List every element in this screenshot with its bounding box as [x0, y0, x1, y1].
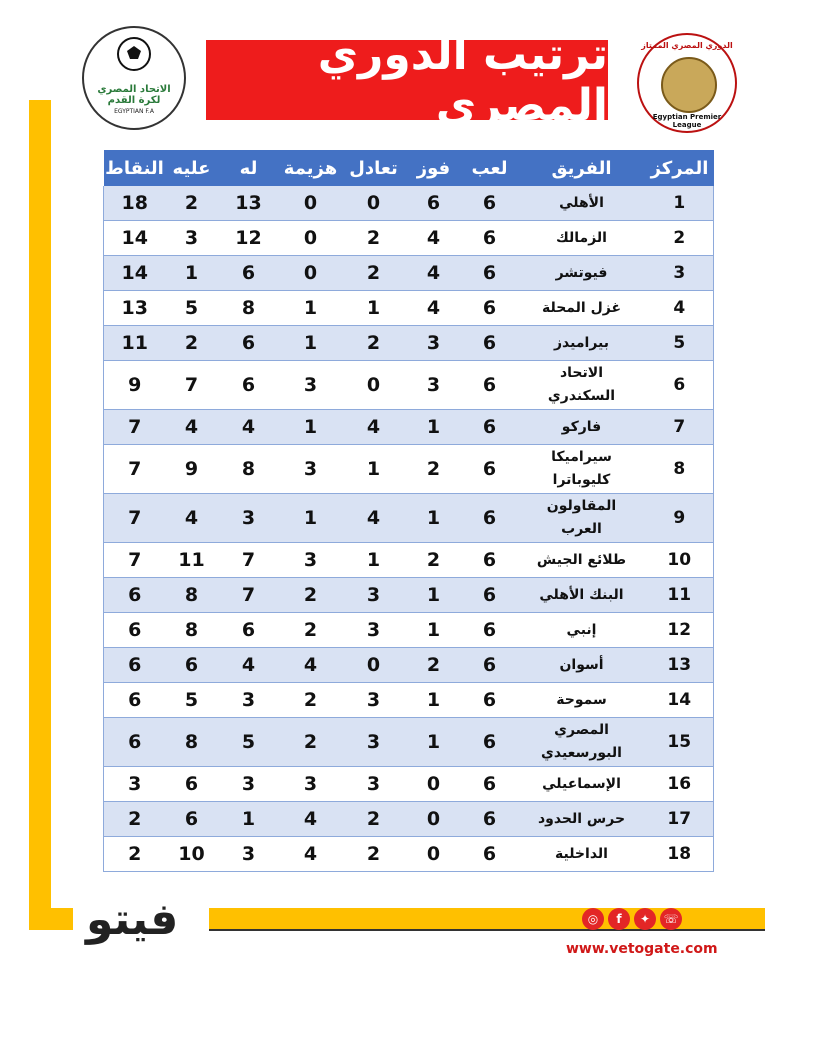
stat-cell-d: 2 — [342, 256, 406, 291]
stat-cell-ga: 6 — [166, 648, 218, 683]
stat-cell-p: 6 — [462, 361, 518, 410]
stat-cell-l: 2 — [280, 683, 342, 718]
stat-cell-ga: 8 — [166, 718, 218, 767]
team-name-line: فيوتشر — [555, 264, 608, 281]
stat-cell-d: 3 — [342, 578, 406, 613]
stat-cell-p: 6 — [462, 256, 518, 291]
whatsapp-icon[interactable]: ☏ — [660, 908, 682, 930]
stat-cell-l: 2 — [280, 578, 342, 613]
social-links — [582, 908, 682, 930]
table-row — [104, 613, 714, 648]
team-name-cell — [518, 186, 646, 221]
stat-cell-d: 2 — [342, 837, 406, 872]
position-cell: 17 — [646, 802, 714, 837]
team-name-line: السكندري — [547, 388, 616, 404]
team-name-line: الأهلي — [559, 194, 604, 211]
team-name-line: المصري — [554, 722, 609, 738]
stat-cell-d: 4 — [342, 410, 406, 445]
stat-cell-gf: 6 — [218, 326, 280, 361]
team-name-line: الزمالك — [556, 229, 607, 246]
stat-cell-ga: 8 — [166, 613, 218, 648]
team-name-line: كليوباترا — [552, 472, 611, 488]
team-name-cell — [518, 648, 646, 683]
stat-cell-d: 3 — [342, 767, 406, 802]
website-link[interactable]: www.vetogate.com — [566, 941, 718, 957]
stat-cell-l: 0 — [280, 256, 342, 291]
stat-cell-w: 1 — [406, 494, 462, 543]
stat-cell-p: 6 — [462, 445, 518, 494]
position-cell: 3 — [646, 256, 714, 291]
column-header: المركز — [646, 150, 714, 186]
stat-cell-ga: 10 — [166, 837, 218, 872]
stat-cell-gf: 6 — [218, 361, 280, 410]
column-header: النقاط — [104, 150, 166, 186]
stat-cell-w: 3 — [406, 326, 462, 361]
table-row — [104, 578, 714, 613]
position-cell: 16 — [646, 767, 714, 802]
team-name-line: الإسماعيلي — [542, 775, 621, 792]
vetogate-logo: فيتو — [86, 894, 179, 945]
stat-cell-gf: 1 — [218, 802, 280, 837]
stat-cell-p: 6 — [462, 186, 518, 221]
football-icon — [116, 36, 152, 72]
stat-cell-gf: 12 — [218, 221, 280, 256]
standings-table — [103, 150, 714, 872]
stat-cell-pts: 6 — [104, 683, 166, 718]
stat-cell-gf: 3 — [218, 767, 280, 802]
stat-cell-w: 1 — [406, 578, 462, 613]
position-cell: 14 — [646, 683, 714, 718]
stat-cell-w: 1 — [406, 718, 462, 767]
team-name-cell — [518, 718, 646, 767]
column-header: عليه — [166, 150, 218, 186]
table-header-row — [104, 150, 714, 186]
stat-cell-d: 2 — [342, 802, 406, 837]
stat-cell-d: 4 — [342, 494, 406, 543]
table-row — [104, 837, 714, 872]
stat-cell-p: 6 — [462, 578, 518, 613]
table-row — [104, 802, 714, 837]
stat-cell-l: 1 — [280, 291, 342, 326]
stat-cell-l: 1 — [280, 326, 342, 361]
column-header: فوز — [406, 150, 462, 186]
stat-cell-w: 4 — [406, 291, 462, 326]
team-name-cell — [518, 361, 646, 410]
position-cell: 2 — [646, 221, 714, 256]
stat-cell-gf: 5 — [218, 718, 280, 767]
stat-cell-pts: 6 — [104, 578, 166, 613]
frame-bottom-left-bar — [29, 908, 73, 930]
stat-cell-l: 0 — [280, 221, 342, 256]
team-name-line: سيراميكا — [551, 449, 612, 465]
position-cell: 12 — [646, 613, 714, 648]
stat-cell-ga: 2 — [166, 186, 218, 221]
stat-cell-l: 3 — [280, 767, 342, 802]
team-name-line: إنبي — [566, 621, 597, 638]
stat-cell-l: 3 — [280, 361, 342, 410]
stat-cell-ga: 7 — [166, 361, 218, 410]
stat-cell-ga: 2 — [166, 326, 218, 361]
team-name-line: الاتحاد — [559, 365, 603, 381]
team-name-line: فاركو — [561, 418, 602, 435]
stat-cell-l: 4 — [280, 802, 342, 837]
stat-cell-p: 6 — [462, 410, 518, 445]
stat-cell-ga: 9 — [166, 445, 218, 494]
instagram-icon[interactable]: ◎ — [582, 908, 604, 930]
table-row — [104, 291, 714, 326]
stat-cell-gf: 6 — [218, 256, 280, 291]
stat-cell-w: 4 — [406, 256, 462, 291]
table-row — [104, 445, 714, 494]
stat-cell-pts: 7 — [104, 445, 166, 494]
stat-cell-gf: 7 — [218, 578, 280, 613]
twitter-icon[interactable]: ✦ — [634, 908, 656, 930]
stat-cell-gf: 13 — [218, 186, 280, 221]
egyptian-fa-logo — [82, 26, 186, 130]
stat-cell-gf: 4 — [218, 648, 280, 683]
stat-cell-p: 6 — [462, 494, 518, 543]
team-name-cell — [518, 683, 646, 718]
stat-cell-l: 3 — [280, 543, 342, 578]
table-row — [104, 543, 714, 578]
team-name-line: المقاولون — [546, 498, 617, 514]
team-name-cell — [518, 837, 646, 872]
stat-cell-p: 6 — [462, 543, 518, 578]
position-cell: 6 — [646, 361, 714, 410]
stat-cell-ga: 5 — [166, 291, 218, 326]
table-row — [104, 494, 714, 543]
stat-cell-ga: 6 — [166, 802, 218, 837]
stat-cell-p: 6 — [462, 221, 518, 256]
team-name-cell — [518, 291, 646, 326]
team-name-cell — [518, 326, 646, 361]
stat-cell-l: 2 — [280, 718, 342, 767]
stat-cell-p: 6 — [462, 718, 518, 767]
stat-cell-pts: 9 — [104, 361, 166, 410]
stat-cell-gf: 8 — [218, 445, 280, 494]
stat-cell-d: 1 — [342, 445, 406, 494]
stat-cell-pts: 6 — [104, 718, 166, 767]
team-name-cell — [518, 445, 646, 494]
table-row — [104, 648, 714, 683]
team-name-cell — [518, 578, 646, 613]
stat-cell-w: 0 — [406, 837, 462, 872]
stat-cell-ga: 5 — [166, 683, 218, 718]
team-name-cell — [518, 802, 646, 837]
position-cell: 4 — [646, 291, 714, 326]
table-row — [104, 767, 714, 802]
column-header: الفريق — [518, 150, 646, 186]
stat-cell-d: 0 — [342, 648, 406, 683]
team-name-cell — [518, 410, 646, 445]
stat-cell-w: 1 — [406, 410, 462, 445]
stat-cell-d: 3 — [342, 613, 406, 648]
position-cell: 9 — [646, 494, 714, 543]
position-cell: 7 — [646, 410, 714, 445]
stat-cell-p: 6 — [462, 648, 518, 683]
stat-cell-w: 2 — [406, 445, 462, 494]
stat-cell-ga: 1 — [166, 256, 218, 291]
fa-logo-line2: لكرة القدم — [107, 95, 161, 106]
table-row — [104, 718, 714, 767]
page-title: ترتيب الدوري المصري — [317, 29, 608, 131]
table-row — [104, 410, 714, 445]
stat-cell-d: 2 — [342, 326, 406, 361]
stat-cell-pts: 13 — [104, 291, 166, 326]
title-banner — [206, 29, 608, 131]
stat-cell-gf: 4 — [218, 410, 280, 445]
team-name-cell — [518, 256, 646, 291]
team-name-line: البنك الأهلي — [539, 586, 624, 603]
stat-cell-pts: 18 — [104, 186, 166, 221]
stat-cell-d: 3 — [342, 683, 406, 718]
stat-cell-pts: 2 — [104, 802, 166, 837]
stat-cell-gf: 3 — [218, 683, 280, 718]
team-name-cell — [518, 613, 646, 648]
team-name-line: غزل المحلة — [541, 299, 622, 316]
team-name-line: طلائع الجيش — [536, 551, 627, 568]
stat-cell-l: 4 — [280, 648, 342, 683]
stat-cell-pts: 14 — [104, 256, 166, 291]
premier-league-logo — [637, 33, 737, 133]
stat-cell-w: 0 — [406, 802, 462, 837]
stat-cell-w: 2 — [406, 648, 462, 683]
stat-cell-pts: 7 — [104, 494, 166, 543]
stat-cell-pts: 2 — [104, 837, 166, 872]
column-header: لعب — [462, 150, 518, 186]
stat-cell-p: 6 — [462, 613, 518, 648]
stat-cell-ga: 4 — [166, 410, 218, 445]
stat-cell-w: 1 — [406, 613, 462, 648]
team-name-line: الداخلية — [555, 845, 608, 862]
position-cell: 11 — [646, 578, 714, 613]
team-name-line: بيراميدز — [553, 334, 609, 351]
stat-cell-ga: 8 — [166, 578, 218, 613]
stat-cell-p: 6 — [462, 683, 518, 718]
stat-cell-ga: 6 — [166, 767, 218, 802]
stat-cell-pts: 11 — [104, 326, 166, 361]
stat-cell-w: 3 — [406, 361, 462, 410]
table-row — [104, 221, 714, 256]
stat-cell-l: 1 — [280, 494, 342, 543]
stat-cell-ga: 3 — [166, 221, 218, 256]
stat-cell-gf: 3 — [218, 494, 280, 543]
stat-cell-p: 6 — [462, 802, 518, 837]
stat-cell-pts: 7 — [104, 543, 166, 578]
column-header: تعادل — [342, 150, 406, 186]
table-row — [104, 361, 714, 410]
stat-cell-gf: 7 — [218, 543, 280, 578]
team-name-cell — [518, 221, 646, 256]
team-name-line: البورسعيدي — [541, 745, 622, 761]
stat-cell-pts: 3 — [104, 767, 166, 802]
stat-cell-w: 1 — [406, 683, 462, 718]
stat-cell-d: 3 — [342, 718, 406, 767]
stat-cell-l: 0 — [280, 186, 342, 221]
column-header: هزيمة — [280, 150, 342, 186]
trophy-icon — [661, 57, 717, 113]
stat-cell-p: 6 — [462, 767, 518, 802]
team-name-line: سموحة — [556, 691, 607, 708]
team-name-cell — [518, 767, 646, 802]
stat-cell-p: 6 — [462, 326, 518, 361]
stat-cell-l: 3 — [280, 445, 342, 494]
stat-cell-pts: 14 — [104, 221, 166, 256]
stat-cell-d: 1 — [342, 291, 406, 326]
table-row — [104, 326, 714, 361]
stat-cell-gf: 3 — [218, 837, 280, 872]
stat-cell-w: 2 — [406, 543, 462, 578]
stat-cell-p: 6 — [462, 837, 518, 872]
stat-cell-w: 0 — [406, 767, 462, 802]
stat-cell-pts: 7 — [104, 410, 166, 445]
table-row — [104, 186, 714, 221]
team-name-cell — [518, 543, 646, 578]
stat-cell-gf: 6 — [218, 613, 280, 648]
position-cell: 10 — [646, 543, 714, 578]
position-cell: 1 — [646, 186, 714, 221]
table-row — [104, 683, 714, 718]
stat-cell-ga: 11 — [166, 543, 218, 578]
position-cell: 15 — [646, 718, 714, 767]
stat-cell-gf: 8 — [218, 291, 280, 326]
stat-cell-pts: 6 — [104, 613, 166, 648]
stat-cell-l: 2 — [280, 613, 342, 648]
table-row — [104, 256, 714, 291]
stat-cell-w: 4 — [406, 221, 462, 256]
team-name-cell — [518, 494, 646, 543]
team-name-line: العرب — [561, 521, 602, 537]
stat-cell-l: 4 — [280, 837, 342, 872]
position-cell: 13 — [646, 648, 714, 683]
facebook-icon[interactable]: f — [608, 908, 630, 930]
stat-cell-d: 2 — [342, 221, 406, 256]
league-logo-sub: Egyptian Premier League — [652, 113, 722, 129]
team-name-line: أسوان — [559, 656, 604, 673]
position-cell: 5 — [646, 326, 714, 361]
column-header: له — [218, 150, 280, 186]
fa-logo-line3: EGYPTIAN F.A — [114, 108, 154, 115]
fa-logo-line1: الاتحاد المصري — [97, 84, 171, 95]
stat-cell-d: 0 — [342, 186, 406, 221]
position-cell: 8 — [646, 445, 714, 494]
position-cell: 18 — [646, 837, 714, 872]
stat-cell-l: 1 — [280, 410, 342, 445]
stat-cell-ga: 4 — [166, 494, 218, 543]
stat-cell-p: 6 — [462, 291, 518, 326]
stat-cell-w: 6 — [406, 186, 462, 221]
stat-cell-pts: 6 — [104, 648, 166, 683]
stat-cell-d: 0 — [342, 361, 406, 410]
frame-left-bar — [29, 100, 51, 930]
stat-cell-d: 1 — [342, 543, 406, 578]
league-logo-text: الدوري المصري الممتاز — [641, 41, 733, 50]
team-name-line: حرس الحدود — [537, 810, 626, 827]
